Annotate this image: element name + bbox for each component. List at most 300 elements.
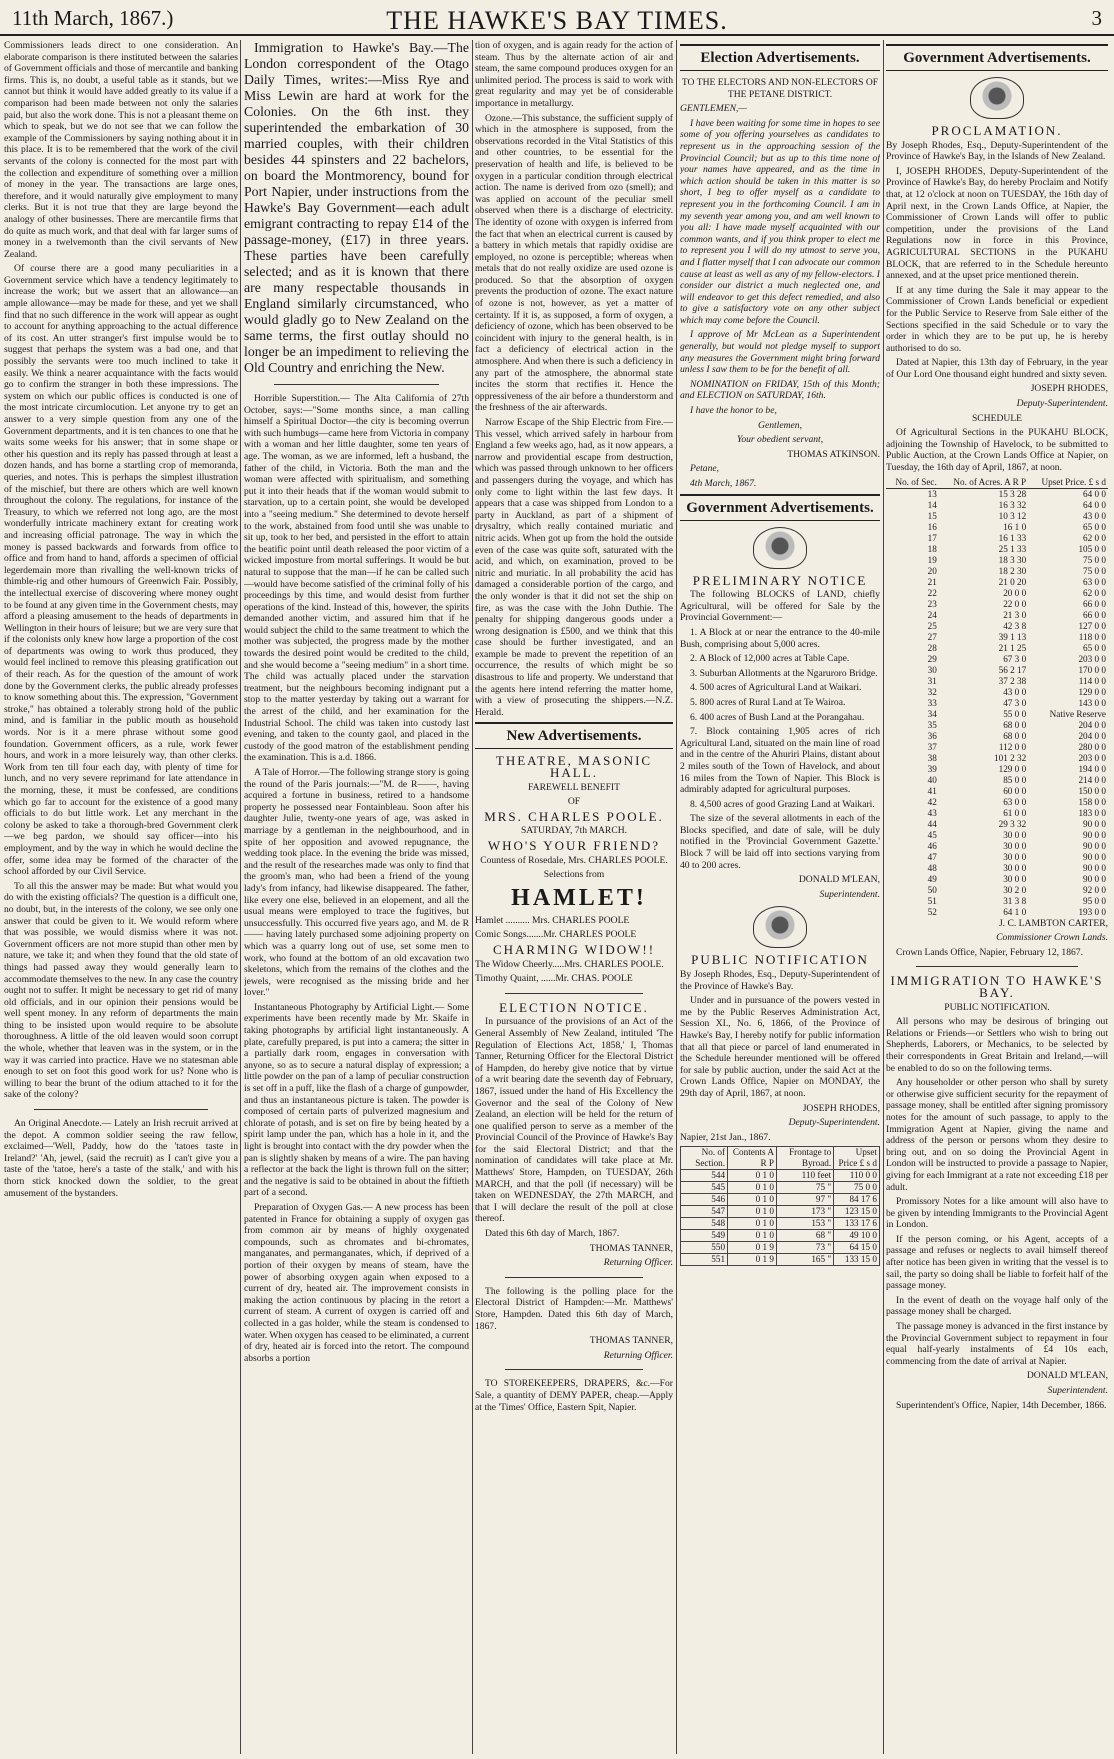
table-row xyxy=(886,775,1108,786)
immigration-notice-role: Superintendent. xyxy=(1047,1385,1108,1396)
table-header-row xyxy=(681,1147,880,1170)
table-cell: 75 " xyxy=(777,1182,834,1194)
table-cell: 129 0 0 xyxy=(1078,686,1106,697)
table-row xyxy=(886,522,1108,533)
table-row xyxy=(886,555,1108,566)
table-cell: 112 0 0 xyxy=(998,741,1027,752)
letter-place: Petane, xyxy=(690,463,720,475)
table-cell: 21 1 25 xyxy=(998,642,1027,653)
table-cell: 90 0 0 xyxy=(1083,873,1106,884)
table-cell: 32 xyxy=(927,686,937,697)
table-row xyxy=(886,830,1108,841)
table-cell: 84 17 6 xyxy=(834,1194,880,1206)
column-header: Upset Price £ s d xyxy=(834,1147,880,1170)
table-row xyxy=(886,797,1108,808)
table-row xyxy=(886,643,1108,654)
article-photography: Instantaneous Photography by Artificial Light.— Some experiments have been recently made by Mr. Skaife in taking photographs by artificial light instantaneously. A plate, carefully prepared, is put into a camera; the sitter in a partially dark room, engages in conversation with anyone, so as to secure a natural display of expression; a little powder on the pan of a lamp of peculiar construction is set off in a puff, like the flash of a charge of gunpowder, and thus an instantaneous picture is taken. The powder is composed of certain parts of pulverized magnesium and chlorate of potash, and is set on fire by being heated by a spirit lamp under the pan, which has a hole in it, and the light is brought into contact with the dry powder when the pan is slightly shaken by means of a wire. The pan having a reflector at the back the light is thrown full on the sitter; and the negative is said to be obtained in about the fiftieth part of a second. xyxy=(244,1001,469,1199)
schedule-title: SCHEDULE xyxy=(971,412,1023,424)
table-cell: 16 1 33 xyxy=(998,532,1027,543)
table-cell: 21 0 20 xyxy=(998,576,1027,587)
immigration-notice-body: All persons who may be desirous of bringing out Relations or Friends—or Settlers who wish to bring out Shepherds, Laborers, or Mechanics, to be selected by their correspondents in Great Britain and Ireland,—will be enabled to do so on the following terms. xyxy=(886,1016,1108,1074)
table-row xyxy=(886,753,1108,764)
table-cell: 44 xyxy=(927,818,937,829)
table-row xyxy=(886,786,1108,797)
schedule-date: Crown Lands Office, Napier, February 12, 1867. xyxy=(896,946,1084,958)
table-cell: 101 2 32 xyxy=(994,752,1027,763)
table-cell: 42 xyxy=(927,796,937,807)
table-cell: 29 3 32 xyxy=(998,818,1027,829)
immigration-notice-signature: DONALD M'LEAN, xyxy=(1026,1370,1108,1382)
article-ozone: Ozone.—This substance, the sufficient supply of which in the atmosphere is supposed, from the observations recorded in the Vital Statistics of this and other countries, to be essential for the preservation of health and life, is believed to be oxygen in a particular condition through electrical action. The name is derived from ozo (smell); and was applied on account of the peculiar smell observed when there is a discharge of electricity. The identity of ozone with oxygen is inferred from the fact that when an electrical current is caused by a battery in which metals that rapidly oxidise are employed, no ozone is perceptible; whereas when metals that do not really oxidize are used ozone is produced. So that the absorption of oxygen prevents the production of ozone. The exact nature of ozone is not, however, as yet a matter of certainty. If it is, as supposed, a form of oxygen, a deficiency of ozone, which has been observed to be coincident with injury to the general health, is in fact a deficiency of electrical action in the atmosphere. And when there is such a deficiency in any part of the atmosphere, the abnormal state incites the storm that rectifies it. Hence the oppressiveness of the air before a thunderstorm and the freshness of the air afterwards. xyxy=(475,112,673,414)
table-row xyxy=(681,1182,880,1194)
sections-table-body xyxy=(681,1170,880,1266)
preliminary-notice-intro: The following BLOCKS of LAND, chiefly Agricultural, will be offered for Sale by the Provincial Government:— xyxy=(680,589,880,624)
table-cell: 24 xyxy=(927,609,937,620)
theatre-line: Hamlet .......... Mrs. CHARLES POOLE xyxy=(475,914,630,926)
election-notice-body: In pursuance of the provisions of an Act of the General Assembly of New Zealand, intituled 'The Regulation of Elections Act, 1858,' I, Thomas Tanner, Returning Officer for the Electoral District of Hampden, do hereby give notice that by virtue of a writ bearing date the seventh day of February, 1867, issued under the hand of His Excellency the Governor and the seal of the Colony of New Zealand, an election will be held for the return of one qualified person to serve as a member of the Provincial Council of the Province of Hawke's Bay for the said Electoral District; and that the nomination of candidates will take place at Mr. Matthews' Store, Hampden, on TUESDAY, 26th MARCH, and that the poll (if necessary) will be taken on WEDNESDAY, the 27th MARCH, and that I will declare the result of the poll at close thereof. xyxy=(475,1016,673,1225)
table-cell: 49 10 0 xyxy=(834,1230,880,1242)
table-cell: 143 0 0 xyxy=(1078,697,1106,708)
table-cell: 46 xyxy=(927,840,937,851)
column-header: No. of Section. xyxy=(681,1147,728,1170)
article-immigration: Immigration to Hawke's Bay.—The London correspondent of the Otago Daily Times, writes:—Miss Rye and Miss Lewin are hard at work for the Colonies. On the 6th inst. they superintended the embarkation of 30 married couples, with their children besides 44 spinsters and 22 bachelors, on board the Montmorency, bound for Port Napier, under instructions from the Hawke's Bay Government—each adult emigrant contracting to repay £14 of the passage-money, (£17) in three years. These parties have been carefully selected; and as it is known that there are many respectable thousands in England similarly circumstanced, who would gladly go to New Zealand on the same terms, the first outlay should no longer be an impediment to relieving the Old Country and enriching the New. xyxy=(244,40,469,375)
public-notification-body: Under and in pursuance of the powers vested in me by the Public Reserves Administration Act, Session XI., No. 6, 1866, of the Province of Hawke's Bay, I hereby notify for public information that all that piece or parcel of land enumerated in the Schedule hereunder mentioned will be offered for sale by public auction, under the said Act at the Crown Lands Office, Napier on MONDAY, the 29th day of April, 1867, at noon. xyxy=(680,995,880,1099)
table-cell: 68 " xyxy=(777,1230,834,1242)
table-cell: 43 0 0 xyxy=(1003,686,1027,697)
theatre-line: THEATRE, MASONIC HALL. xyxy=(495,753,653,781)
table-row xyxy=(681,1230,880,1242)
table-cell: 37 2 38 xyxy=(998,675,1027,686)
table-cell: 22 xyxy=(927,587,937,598)
table-cell: 66 0 0 xyxy=(1083,609,1106,620)
article-superstition: Horrible Superstition.— The Alta California of 27th October, says:—"Some months since, a man calling himself a Spiritual Doctor—the city is becoming overrun with such humbugs—came here from Victoria in company with a woman and her little daughter, some ten years of age. The woman, as we are informed, left a husband, the father of the child, in Victoria. Both the man and the woman were affected with spiritualism, and something put it into their heads that if the woman would submit to starvation, up to a certain point, she would be developed into a "seeing medium." She determined to devote herself to the work, abstained from food until she was unable to sit up, took to her bed, and persisted in the effort to attain the beatific point until death released the poor victim of a wicked imposture from mortal sufferings. It would be but natural to suppose that the man—if he can be called such—would have become satisfied of the criminal folly of his proceedings by this time, and would desist from further operations of the kind. Instead of this, however, the spirits demanded another victim, and assured him that if he would subject the child to the same treatment to which the mother was subjected, the progress made by the mother towards the desired point would be credited to the child, and she would become a "seeing medium" in a short time. The child was actually placed under the starvation treatment, but the neighbours becoming indignant put a stop to the matter yesterday by taking out a warrant for the arrest of the child, and her examination for the Industrial School. The child was taken into custody last evening, and taken to the county gaol, and placed in the custody of the good matron of the establishment pending the examination. This is a.d. 1866. xyxy=(244,393,469,764)
table-cell: 64 1 0 xyxy=(1003,906,1027,917)
column-header: Upset Price. £ s d xyxy=(1028,477,1108,489)
table-cell: 551 xyxy=(681,1254,728,1266)
table-cell: 66 0 0 xyxy=(1083,598,1106,609)
table-cell: 549 xyxy=(681,1230,728,1242)
table-row xyxy=(886,863,1108,874)
table-row xyxy=(886,610,1108,621)
column-header: No. of Sec. xyxy=(886,477,939,489)
divider xyxy=(274,384,439,385)
table-cell: 16 1 0 xyxy=(1003,521,1027,532)
table-cell: 19 xyxy=(927,554,937,565)
section-election-advertisements: Election Advertisements. xyxy=(680,44,880,71)
table-cell: 203 0 0 xyxy=(1078,752,1106,763)
theatre-advert xyxy=(475,755,673,984)
table-row xyxy=(886,852,1108,863)
public-notification-role: Deputy-Superintendent. xyxy=(788,1117,880,1129)
land-block-item: 2. A Block of 12,000 acres at Table Cape. xyxy=(690,653,850,665)
proclamation-body: I, JOSEPH RHODES, Deputy-Superintendent of the Province of Hawke's Bay, do hereby Proclaim and Notify that, at 12 o'clock at noon on TUESDAY, the 16th day of April next, in the Crown Lands Office, at Napier, the Commissioner of Crown Lands will offer to public competition, under the provisions of the Land Regulations now in force in this Province, AGRICULTURAL SECTIONS in the PUKAHU BLOCK, that are referred to in the Schedule hereunto annexed, and at the upset price mentioned therein. xyxy=(886,165,1108,282)
column-1 xyxy=(4,40,238,1754)
table-cell: 280 0 0 xyxy=(1078,741,1106,752)
immigration-notice-body: If the person coming, or his Agent, accepts of a passage and refuses or neglects to avail himself thereof after notice has been given in writing that the vessel is to sail, the party so doing shall be liable to forfeit half of the passage money. xyxy=(886,1233,1108,1292)
table-cell: 61 0 0 xyxy=(1003,807,1027,818)
table-cell: 165 " xyxy=(777,1254,834,1266)
table-cell: 34 xyxy=(927,708,937,719)
table-cell: 75 0 0 xyxy=(1083,554,1106,565)
section-government-advertisements: Government Advertisements. xyxy=(886,44,1108,71)
table-cell: 95 0 0 xyxy=(1083,895,1106,906)
polling-place-role: Returning Officer. xyxy=(603,1349,673,1361)
table-row xyxy=(886,687,1108,698)
table-cell: 123 15 0 xyxy=(834,1206,880,1218)
table-cell: 0 1 0 xyxy=(728,1230,777,1242)
article-oxygen: Preparation of Oxygen Gas.— A new process has been patented in France for obtaining a supply of oxygen gas from common air by means of highly oxygenated compounds, such as chromates and bi-chromates, manganates, and permanganates, which, if deprived of a portion of their oxygen by means of steam, have the power of absorbing oxygen again when exposed to a current of dry, heated air. The improvement consists in making the action continuous by placing in the retort a current of steam. A current of oxygen is carried off and collected in a gas holder, while the steam is condensed to water. When oxygen has ceased to be eliminated, a current of dry, heated air is forced into the retort. The compound absorbs a portion xyxy=(244,1201,469,1364)
divider xyxy=(505,993,643,994)
table-cell: 63 0 0 xyxy=(1083,576,1106,587)
table-cell: 90 0 0 xyxy=(1083,840,1106,851)
table-cell: 40 xyxy=(927,774,937,785)
letter-body: I have been waiting for some time in hopes to see some of you offering yourselves as candidates to represent us in the approaching session of the Provincial Council; but as up to this time none of your names have appeared, and as the time in which action should be taken in this matter is so short, I beg to offer myself as a candidate to represent you in the forthcoming Council. I am in my seventh year among you, and am well known to you all: I have made myself acquainted with our common wants, and if you think proper to elect me to represent you I will do my utmost to serve you, and I flatter myself that I can advocate our common cause at least as well as any of my fellow-electors. I consider our district a much neglected one, and will endeavor to get this defect remedied, and also to give a satisfactory vote on any other subject which may come before the Council. xyxy=(680,117,880,326)
table-cell: 127 0 0 xyxy=(1078,620,1106,631)
table-cell: 0 1 0 xyxy=(728,1194,777,1206)
table-cell: 0 1 9 xyxy=(728,1254,777,1266)
theatre-line: SATURDAY, 7th MARCH. xyxy=(520,825,628,837)
table-cell: 60 0 0 xyxy=(1003,785,1027,796)
table-cell: 56 2 17 xyxy=(998,664,1027,675)
table-row xyxy=(886,533,1108,544)
table-cell: 28 xyxy=(927,642,937,653)
address-line: TO THE ELECTORS AND NON-ELECTORS OF THE PETANE DISTRICT. xyxy=(681,77,879,100)
table-row xyxy=(681,1170,880,1182)
table-cell: 67 3 0 xyxy=(1003,653,1027,664)
proclamation-dated: Dated at Napier, this 13th day of February, in the year of Our Lord One thousand eight hundred and sixty seven. xyxy=(886,357,1108,380)
column-5 xyxy=(886,40,1108,1754)
masthead xyxy=(0,0,1114,36)
column-header: No. of Acres. A R P xyxy=(939,477,1028,489)
table-cell: 544 xyxy=(681,1170,728,1182)
table-cell: 13 xyxy=(927,488,937,499)
schedule-intro: Of Agricultural Sections in the PUKAHU BLOCK, adjoining the Township of Havelock, to be submitted to Public Auction, at the Crown Lands Office at Napier, on Tuesday, the 16th day of April, 1867, at noon. xyxy=(886,427,1108,474)
table-cell: 550 xyxy=(681,1242,728,1254)
theatre-line: The Widow Cheerly.....Mrs. CHARLES POOLE. xyxy=(475,958,664,970)
table-row xyxy=(886,907,1108,918)
theatre-line: Timothy Quaint, ......Mr. CHAS. POOLE xyxy=(475,973,633,985)
table-cell: 51 xyxy=(927,895,937,906)
table-cell: 183 0 0 xyxy=(1078,807,1106,818)
table-cell: 114 0 0 xyxy=(1078,675,1106,686)
theatre-line: Countess of Rosedale, Mrs. CHARLES POOLE. xyxy=(480,854,668,866)
divider xyxy=(34,1109,208,1110)
theatre-line: Comic Songs.......Mr. CHARLES POOLE xyxy=(475,929,637,941)
table-cell: 18 3 30 xyxy=(998,554,1027,565)
theatre-hamlet: HAMLET! xyxy=(511,884,647,911)
table-cell: 30 0 0 xyxy=(1003,862,1027,873)
article-narrow-escape: Narrow Escape of the Ship Electric from Fire.—This vessel, which arrived safely in harbour from England a few weeks ago, had, as it now appears, a narrow and providential escape from destruction, which was passed through unknown to her officers and passengers during the voyage, and which has only come to light within the last few days. It appears that a case was shipped from London to a party in Auckland, as part of a shipment of drysaltry, which really contained muriatic and nitric acids. When got up from the hold the outside even of the case was quite soft, saturated with the acid, and which, on examination, proved to be nitric and muriatic. In all probability the acid has damaged a considerable portion of the cargo, and the only wonder is that it did not set the ship on fire, as was the case with the John Duthie. The penalty for shipping dangerous goods under a wrong designation is £500, and we think that this case should be further investigated, and an example be made to prevent the repetition of an occurrence, the results of which might be so disastrous to life and property. We understand that the agents here intend referring the matter home, with a view of prosecuting the shippers.—N.Z. Herald. xyxy=(475,417,673,718)
table-cell: 545 xyxy=(681,1182,728,1194)
table-cell: 0 1 0 xyxy=(728,1182,777,1194)
table-cell: 150 0 0 xyxy=(1078,785,1106,796)
table-cell: 133 15 0 xyxy=(834,1254,880,1266)
table-cell: 204 0 0 xyxy=(1078,730,1106,741)
table-cell: 97 " xyxy=(777,1194,834,1206)
table-cell: 30 0 0 xyxy=(1003,851,1027,862)
table-row xyxy=(886,621,1108,632)
theatre-line: FAREWELL BENEFIT xyxy=(528,781,620,793)
proclamation-role: Deputy-Superintendent. xyxy=(1016,398,1108,410)
divider xyxy=(505,1369,643,1370)
table-cell: 18 2 30 xyxy=(998,565,1027,576)
table-cell: 73 " xyxy=(777,1242,834,1254)
table-row xyxy=(886,599,1108,610)
table-cell: 546 xyxy=(681,1194,728,1206)
letter-date: 4th March, 1867. xyxy=(690,478,757,489)
article-tale-of-horror: A Tale of Horror.—The following strange story is going the round of the Paris journals:—"M. de R——, having acquired a fortune in business, retired to a handsome property he possessed near Fontainbleau. Soon after his daughter Julie, twenty-one years of age, was asked in marriage by a gentleman in the neighbourhood, and in spite of her opposition and avowed repugnance, the wedding took place. In the evening the bride was missed, and the result of the researches made was only to find that the groom's man, who had been a friend of the young lady's from infancy, had likewise disappeared. The father, like every one else, believed in an elopement, and all the usual means were employed to trace the fugitives, but unsuccessfully. This occurred five years ago, and M. de R—— having lately purchased some adjoining property on which was a quarry long out of use, set some men to work, who found at the bottom of an old excavation two skeletons, which from the remains of the clothes and the jewels, were recognised as the missing bride and her lover." xyxy=(244,767,469,999)
table-cell: 118 0 0 xyxy=(1078,631,1106,642)
table-cell: 43 0 0 xyxy=(1083,510,1106,521)
royal-crest-icon xyxy=(753,906,807,948)
schedule-role: Commissioner Crown Lands. xyxy=(996,932,1108,944)
sections-table xyxy=(680,1146,880,1266)
election-notice-title: ELECTION NOTICE. xyxy=(499,999,649,1015)
table-cell: 17 xyxy=(927,532,937,543)
theatre-line: CHARMING WIDOW!! xyxy=(492,941,656,957)
public-notification-by: By Joseph Rhodes, Esq., Deputy-Superintendent of the Province of Hawke's Bay. xyxy=(680,969,880,992)
table-row xyxy=(886,819,1108,830)
column-3 xyxy=(475,40,673,1754)
table-cell: 64 15 0 xyxy=(834,1242,880,1254)
table-cell: 39 xyxy=(927,763,937,774)
table-cell: 55 0 0 xyxy=(1003,708,1027,719)
land-block-item: 6. 400 acres of Bush Land at the Porangahau. xyxy=(690,711,865,723)
table-cell: 62 0 0 xyxy=(1083,532,1106,543)
table-cell: 193 0 0 xyxy=(1078,906,1106,917)
table-cell: 21 3 0 xyxy=(1003,609,1027,620)
schedule-signature: J. C. LAMBTON CARTER, xyxy=(998,917,1108,929)
table-row xyxy=(886,808,1108,819)
immigration-notice-subtitle: PUBLIC NOTIFICATION. xyxy=(944,1001,1050,1013)
table-cell: 110 feet xyxy=(777,1170,834,1182)
letter-close: I have the honor to be, xyxy=(690,405,777,417)
immigration-notice-body: Any householder or other person who shall by surety or otherwise give sufficient security for the repayment of passage money, shall be entitled after signing promissory notes for the amount of such passage, to apply to the Immigration Agent at Napier, giving the name and address of the person or persons whom they desire to bring out, and on so doing the Provincial Agent in London will be instructed to provide a passage to Napier, giving for each Immigrant at a rate not exceeding £18 per adult. xyxy=(886,1077,1108,1193)
table-cell: 153 " xyxy=(777,1218,834,1230)
section-new-advertisements: New Advertisements. xyxy=(475,722,673,749)
table-cell: 22 0 0 xyxy=(1003,598,1027,609)
table-cell: 105 0 0 xyxy=(1078,543,1106,554)
column-header: Contents A R P xyxy=(728,1147,777,1170)
royal-crest-icon xyxy=(970,77,1024,119)
table-cell: 203 0 0 xyxy=(1078,653,1106,664)
theatre-line: WHO'S YOUR FRIEND? xyxy=(487,838,661,853)
letter-close: Your obedient servant, xyxy=(736,434,824,446)
table-cell: 20 xyxy=(927,565,937,576)
column-rule xyxy=(240,40,241,1754)
table-cell: 16 xyxy=(927,521,937,532)
table-cell: 27 xyxy=(927,631,937,642)
table-row xyxy=(681,1194,880,1206)
table-cell: 30 0 0 xyxy=(1003,840,1027,851)
table-row xyxy=(681,1218,880,1230)
table-cell: 18 xyxy=(927,543,937,554)
theatre-line: MRS. CHARLES POOLE. xyxy=(484,808,664,824)
table-cell: 49 xyxy=(927,873,937,884)
table-row xyxy=(886,676,1108,687)
table-row xyxy=(886,742,1108,753)
table-cell: 30 xyxy=(927,664,937,675)
table-row xyxy=(886,731,1108,742)
article-commissioners-2: Of course there are a good many peculiarities in a Government service which have a tendency legitimately to increase the work; but we assert that an allowance—an ample allowance—may be made for these, and yet we shall find that no such difference in the work will appear as ought to account for anything approaching to the actual difference of its cost. An utter stranger's first impulse would be to suggest that perhaps the system was a bad one, and that possibly the servants were too much inclined to take it easily. We think a nearer acquaintance with the facts would go to confirm the stranger in both these impressions. The system on which our public offices is conducted is one of the most intricate circumlocution. Let anyone try to get an answer to a very simple question from any one of the Government departments, and it is ten chances to one that he waits some weeks for his answer; that in some shape or other his question and its reply has passed through at least a dozen hands, and has borne a startling crop of memoranda, queries, and notes. This is perhaps the simplest illustration of the mischief, but there are others which are well known throughout the colony. The regulations, for instance of the Treasury, to which we referred not long ago, are the most wonderfully intricate machinery extant for creating work and increasing official patronage. The way in which the money is passed backwards and forwards from office to office and from hand to hand, affords a specimen of official legerdemain more than rivalling the well-known tricks of thimble-rig and other humours of Greenwich Fair. Possibly, the intellectual exercise of discovering where money ought to be found at any given time in the Government chests, may afford a pleasing amusement to the heads of departments in Wellington in their hours of leisure; but we are very sure that if the colonists only knew how large a proportion of the cost of departments was owing to work thus produced, they would feel inclined to remove this pleasing gratification out of their reach. As for the question of the amount of work done by the Government clerks, the public already professes to know something about this. The expression, "Government stroke," has obtained a tolerably strong hold of the public mind, and is familiar in the public mouth as household words. Nor is it a mere phrase without some good foundation. Government officers, as a rule, work fewer hours, and work in a more leisurely way, than other clerks. Work from ten till four each day, with plenty of time for lunch, and no very severe reprimand for late attendance in the morning, these, it must be confessed, are conditions which go far to account for the existence of a good many officials to do but little work. Let any merchant in the colony be asked to take a thorough-bred Government clerk—we beg pardon, we should say officer—into his employment, and by the way in which he would decline the offer, some idea may be formed of the character of the school afforded by our Civil Service. xyxy=(4,263,238,878)
table-cell: 30 0 0 xyxy=(1003,829,1027,840)
public-notification-signature: JOSEPH RHODES, xyxy=(802,1102,880,1114)
land-block-item: 3. Suburban Allotments at the Ngaruroro Bridge. xyxy=(690,667,878,679)
immigration-notice-title: IMMIGRATION TO HAWKE'S BAY. xyxy=(890,973,1104,1000)
election-notice-signature: THOMAS TANNER, xyxy=(589,1242,673,1254)
table-row xyxy=(886,665,1108,676)
table-cell: 90 0 0 xyxy=(1083,829,1106,840)
article-commissioners: Commissioners leads direct to one consideration. An elaborate comparison is there instituted between the salaries of Government officials and those of mercantile and banking firms. This is, no doubt, a useful table as it stands, but we cannot but think it would have added greatly to its value if a comparison had been made between not only the salaries paid, but also the work done. This is not a pleasant theme on which to speak, but we do not see that we can follow the example of the Commissioners by saying nothing about it in this place. It is to be remembered that the work of the civil servants of the colony is connected for the most part with the collection and expenditure of something over a million of money in the year. The transactions are large ones, therefore, and it would naturally give employment to many clerks. But it is not true that they are large beyond the analogy of other businesses. There are mercantile firms that do quite as much work, and that deal with far larger sums of money in a twelvemonth than the civil servants of New Zealand. xyxy=(4,40,238,260)
article-anecdote: An Original Anecdote.— Lately an Irish recruit arrived at the depot. A common soldier seeing the raw fellow, exclaimed—'Well, Paddy, how do the 'tatoes taste in Ireland?' 'Ah, jewel, (said the recruit) as I can't give you a taste of the 'tatoe, here's a taste of the stalk,' and with his thorn stick knocked down the soldier, to the great amusement of the bystanders. xyxy=(4,1118,238,1199)
table-row xyxy=(681,1254,880,1266)
table-cell: 25 1 33 xyxy=(998,543,1027,554)
table-cell: 92 0 0 xyxy=(1083,884,1106,895)
land-block-item: 8. 4,500 acres of good Grazing Land at Waikari. xyxy=(690,798,875,810)
table-row xyxy=(886,577,1108,588)
table-cell: 547 xyxy=(681,1206,728,1218)
table-row xyxy=(886,764,1108,775)
table-cell: 50 xyxy=(927,884,937,895)
immigration-notice-body: In the event of death on the voyage half only of the passage money shall be charged. xyxy=(886,1294,1108,1318)
table-cell: 31 xyxy=(927,675,937,686)
land-block-item: 4. 500 acres of Agricultural Land at Waikari. xyxy=(690,682,862,694)
table-row xyxy=(681,1242,880,1254)
table-row xyxy=(886,632,1108,643)
table-cell: 170 0 0 xyxy=(1078,664,1106,675)
column-header: Frontage to Byroad. xyxy=(777,1147,834,1170)
preliminary-notice-role: Superintendent. xyxy=(819,888,880,900)
table-cell: 39 1 13 xyxy=(998,631,1027,642)
table-cell: 548 xyxy=(681,1218,728,1230)
table-row xyxy=(886,709,1108,720)
public-notification-title: PUBLIC NOTIFICATION xyxy=(691,952,869,968)
table-cell: 68 0 0 xyxy=(1003,719,1027,730)
section-government-advertisements: Government Advertisements. xyxy=(680,494,880,521)
immigration-notice-body: The passage money is advanced in the first instance by the Provincial Government subject to repayment in four equal half-yearly instalments of £4 10s each, commencing from the date of arrival at Napier. xyxy=(886,1321,1108,1367)
proclamation-title: PROCLAMATION. xyxy=(931,123,1063,138)
table-cell: 62 0 0 xyxy=(1083,587,1106,598)
table-cell: 10 3 12 xyxy=(998,510,1027,521)
article-oxygen-cont: tion of oxygen, and is again ready for the action of steam. Thus by the alternate action of air and steam, the same compound produces oxygen for an unlimited period. The process is said to work with great regularity and may yet be of considerable importance in metallurgy. xyxy=(475,40,673,109)
table-cell: 37 xyxy=(927,741,937,752)
polling-place-body: The following is the polling place for the Electoral District of Hampden:—Mr. Matthews' Store, Hampden. Dated this 6th day of March, 1867. xyxy=(475,1285,673,1332)
table-row xyxy=(886,500,1108,511)
table-cell: 36 xyxy=(927,730,937,741)
letter-signature: THOMAS ATKINSON. xyxy=(787,448,880,460)
proclamation-body-2: If at any time during the Sale it may appear to the Commissioner of Crown Lands beneficial or expedient for the Public Service to Reserve from Sale either of the Sections specified in the said Schedule or to vary the order in which they are to be put up, he is hereby authorised to do so. xyxy=(886,284,1108,354)
table-cell: 0 1 0 xyxy=(728,1170,777,1182)
storekeepers-advert: TO STOREKEEPERS, DRAPERS, &c.—For Sale, a quantity of DEMY PAPER, cheap.—Apply at the 'Times' Office, Eastern Spit, Napier. xyxy=(475,1378,673,1413)
table-row xyxy=(886,566,1108,577)
schedule-table xyxy=(886,477,1108,918)
table-row xyxy=(886,544,1108,555)
column-rule xyxy=(472,40,473,1754)
letter-close: Gentlemen, xyxy=(758,419,802,431)
table-cell: 204 0 0 xyxy=(1078,719,1106,730)
theatre-line: Selections from xyxy=(543,869,605,881)
preliminary-notice-title: PRELIMINARY NOTICE xyxy=(692,572,868,588)
issue-date: 11th March, 1867.) xyxy=(12,6,174,30)
table-row xyxy=(886,896,1108,907)
table-cell: 0 1 0 xyxy=(728,1206,777,1218)
land-block-item: 5. 800 acres of Rural Land at Te Wairoa. xyxy=(690,696,846,708)
table-cell: 129 0 0 xyxy=(998,763,1027,774)
column-rule xyxy=(676,40,677,1754)
table-row xyxy=(886,841,1108,852)
table-row xyxy=(886,720,1108,731)
election-notice-role: Returning Officer. xyxy=(603,1257,673,1269)
table-cell: 42 3 8 xyxy=(1003,620,1027,631)
table-cell: 65 0 0 xyxy=(1083,521,1106,532)
table-cell: 47 3 0 xyxy=(1003,697,1027,708)
table-cell: 20 0 0 xyxy=(1003,587,1027,598)
table-cell: 15 3 28 xyxy=(998,488,1027,499)
table-cell: 90 0 0 xyxy=(1083,818,1106,829)
table-cell: 214 0 0 xyxy=(1078,774,1106,785)
column-2 xyxy=(244,40,469,1754)
land-block-item: 7. Block containing 1,905 acres of rich Agricultural Land, situated on the main line of road and in the centre of the Ahuriri Plains, distant about 2 miles south of the Town of Havelock, and about 16 miles from the Town of Napier. This Block is admirably adapted for agricultural purposes. xyxy=(680,726,880,796)
table-cell: 33 xyxy=(927,697,937,708)
table-cell: 75 0 0 xyxy=(1083,565,1106,576)
column-4 xyxy=(680,40,880,1754)
salutation: GENTLEMEN,— xyxy=(680,103,747,115)
table-cell: 133 17 6 xyxy=(834,1218,880,1230)
table-cell: 85 0 0 xyxy=(1003,774,1027,785)
table-row xyxy=(886,588,1108,599)
column-rule xyxy=(883,40,884,1754)
table-cell: 21 xyxy=(927,576,937,587)
table-cell: 23 xyxy=(927,598,937,609)
table-cell: 25 xyxy=(927,620,937,631)
table-cell: 41 xyxy=(927,785,937,796)
table-row xyxy=(886,885,1108,896)
preliminary-notice-signature: DONALD M'LEAN, xyxy=(798,874,880,886)
divider xyxy=(505,1277,643,1278)
election-notice-dated: Dated this 6th day of March, 1867. xyxy=(485,1228,620,1240)
table-row xyxy=(886,654,1108,665)
table-cell: 38 xyxy=(927,752,937,763)
table-row xyxy=(886,488,1108,500)
article-commissioners-3: To all this the answer may be made: But what would you do with the existing officials? The question is a difficult one, no doubt, but, in the interests of the colony, we see only one answer that could be given to it. We would reform where that was possible, we would dismiss where it was not. Government officers are not more stupid than other men by nature, we take it; and when they found that the old state of things had passed away they would generally learn to accommodate themselves to the new. In any case the country ought not to suffer. It might be necessary to get rid of many old officials, and in our opinion their pensions would be well spent money. In any reform of departments the main thing to be insisted upon would require to be absolute thoroughness. A little of the old leaven would soon corrupt the whole, whether that leaven was in the system, or in the way it was carried into practice. Have we no statesman able enough to set on foot this good work for us? None who is willing to bear the brunt of the odium attached to it for the sake of the colony? xyxy=(4,880,238,1101)
table-cell: 0 1 9 xyxy=(728,1242,777,1254)
page-number: 3 xyxy=(1091,6,1102,30)
table-cell: 90 0 0 xyxy=(1083,862,1106,873)
proclamation-signature: JOSEPH RHODES, xyxy=(1030,383,1108,395)
immigration-notice-date: Superintendent's Office, Napier, 14th December, 1866. xyxy=(896,1399,1107,1411)
letter-body-2: I approve of Mr McLean as a Superintendent generally, but would not pledge myself to support any measures the Government might bring forward unless I saw them to be for the benefit of all. xyxy=(680,329,880,376)
theatre-line: OF xyxy=(567,796,581,808)
table-cell: 64 0 0 xyxy=(1083,499,1106,510)
table-cell: 29 xyxy=(927,653,937,664)
table-cell: 110 0 0 xyxy=(834,1170,880,1182)
table-header-row xyxy=(886,477,1108,489)
table-cell: 15 xyxy=(927,510,937,521)
table-cell: 47 xyxy=(927,851,937,862)
table-cell: 173 " xyxy=(777,1206,834,1218)
table-cell: 0 1 0 xyxy=(728,1218,777,1230)
table-cell: 30 2 0 xyxy=(1003,884,1027,895)
table-cell: 45 xyxy=(927,829,937,840)
table-cell: 48 xyxy=(927,862,937,873)
table-row xyxy=(681,1206,880,1218)
table-cell: 194 0 0 xyxy=(1078,763,1106,774)
table-cell: 64 0 0 xyxy=(1083,488,1106,499)
table-cell: 158 0 0 xyxy=(1078,796,1106,807)
immigration-notice-body: Promissory Notes for a like amount will also have to be given by intending Immigrants to the Provincial Agent in London. xyxy=(886,1196,1108,1231)
table-cell: 43 xyxy=(927,807,937,818)
table-cell: 63 0 0 xyxy=(1003,796,1027,807)
